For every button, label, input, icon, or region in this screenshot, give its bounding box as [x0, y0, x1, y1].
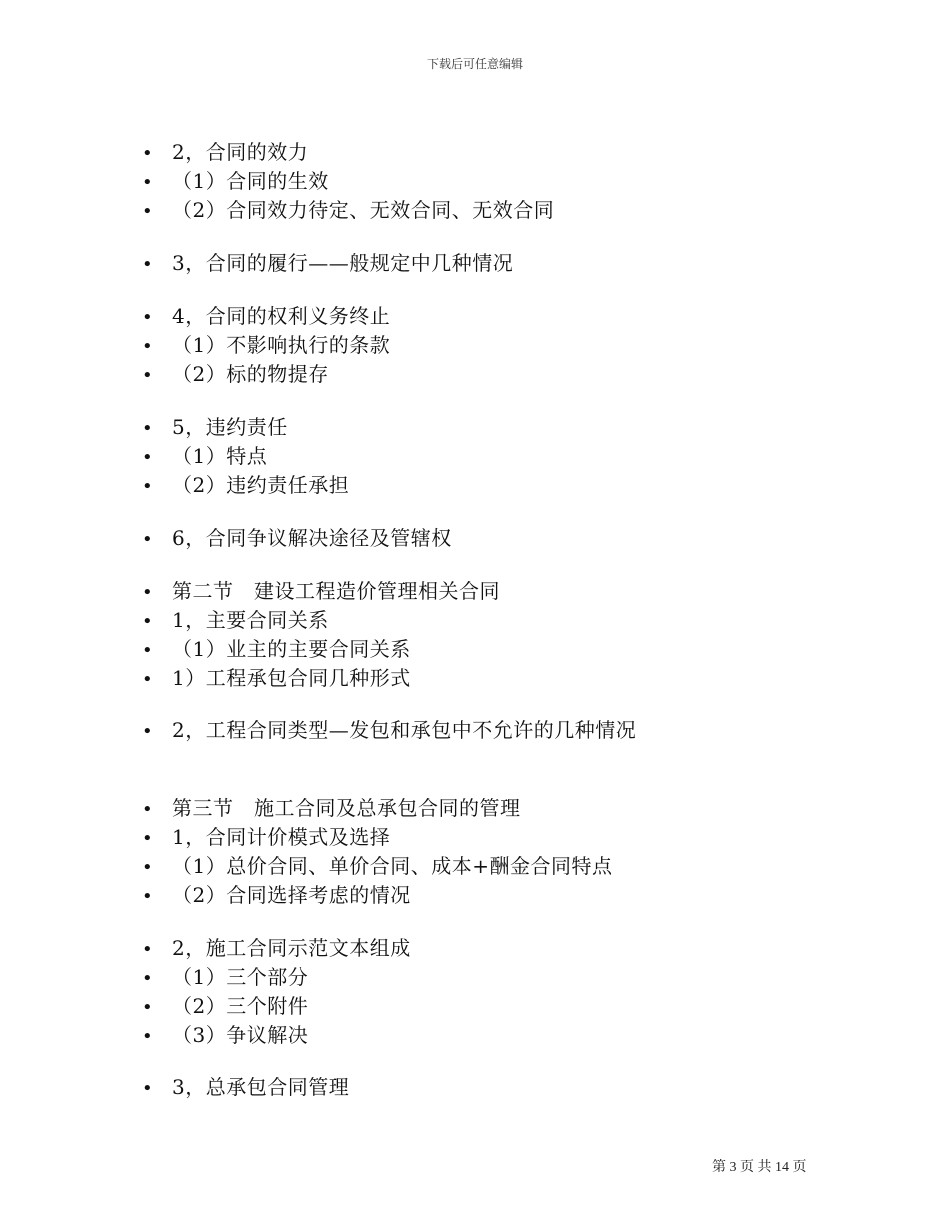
list-item-text: （2）合同效力待定、无效合同、无效合同 [172, 198, 555, 222]
section-heading: 第三节 施工合同及总承包合同的管理 [172, 796, 521, 820]
list-item [142, 331, 390, 359]
page-header: 下载后可任意编辑 [426, 57, 523, 71]
bullet-icon: • [142, 201, 153, 222]
list-item [142, 1073, 349, 1101]
list-item [142, 196, 554, 224]
list-item [142, 302, 390, 330]
list-item-text: （2）三个附件 [172, 994, 309, 1018]
page-number: 第 3 页 共 14 页 [712, 1160, 807, 1175]
list-item [142, 442, 267, 470]
list-item [142, 606, 329, 634]
list-item-text: 5，违约责任 [172, 415, 288, 439]
bullet-icon: • [142, 582, 153, 603]
list-item-text: 2，工程合同类型—发包和承包中不允许的几种情况 [172, 718, 637, 742]
bullet-icon: • [142, 418, 153, 439]
list-item-text: （1）不影响执行的条款 [172, 333, 391, 357]
list-item [142, 963, 308, 991]
section-heading: 第二节 建设工程造价管理相关合同 [172, 579, 500, 603]
list-item [142, 471, 349, 499]
list-item [142, 249, 513, 277]
list-item-text: 1，合同计价模式及选择 [172, 825, 391, 849]
list-item [142, 524, 452, 552]
bullet-icon: • [142, 721, 153, 742]
bullet-icon: • [142, 529, 153, 550]
bullet-icon: • [142, 447, 153, 468]
bullet-icon: • [142, 886, 153, 907]
bullet-icon: • [142, 1026, 153, 1047]
list-item-text: （1）总价合同、单价合同、成本+酬金合同特点 [172, 854, 613, 878]
bullet-icon: • [142, 1078, 153, 1099]
bullet-icon: • [142, 336, 153, 357]
bullet-icon: • [142, 143, 153, 164]
list-item-text: （2）合同选择考虑的情况 [172, 883, 411, 907]
bullet-icon: • [142, 172, 153, 193]
list-item-text: 1，主要合同关系 [172, 608, 329, 632]
bullet-icon: • [142, 476, 153, 497]
list-item-text: （3）争议解决 [172, 1023, 309, 1047]
list-item [142, 664, 411, 692]
bullet-icon: • [142, 611, 153, 632]
list-item-text: 1）工程承包合同几种形式 [172, 666, 411, 690]
list-item [142, 823, 390, 851]
bullet-icon: • [142, 997, 153, 1018]
list-item-text: （2）标的物提存 [172, 362, 329, 386]
list-item [142, 794, 521, 822]
bullet-icon: • [142, 857, 153, 878]
list-item [142, 167, 329, 195]
list-item-text: 3，合同的履行——般规定中几种情况 [172, 251, 514, 275]
bullet-icon: • [142, 968, 153, 989]
list-item [142, 852, 612, 880]
list-item-text: （1）业主的主要合同关系 [172, 637, 411, 661]
list-item [142, 360, 329, 388]
list-item [142, 992, 308, 1020]
list-item [142, 413, 288, 441]
list-item [142, 881, 411, 909]
list-item [142, 1021, 308, 1049]
list-item-text: 2，施工合同示范文本组成 [172, 936, 411, 960]
bullet-icon: • [142, 828, 153, 849]
list-item-text: 3，总承包合同管理 [172, 1075, 350, 1099]
list-item [142, 635, 411, 663]
bullet-icon: • [142, 799, 153, 820]
list-item [142, 577, 500, 605]
bullet-icon: • [142, 939, 153, 960]
list-item-text: 4，合同的权利义务终止 [172, 304, 391, 328]
list-item [142, 716, 636, 744]
bullet-icon: • [142, 254, 153, 275]
list-item-text: （1）三个部分 [172, 965, 309, 989]
bullet-icon: • [142, 640, 153, 661]
list-item-text: 2，合同的效力 [172, 140, 309, 164]
bullet-icon: • [142, 669, 153, 690]
list-item-text: 6，合同争议解决途径及管辖权 [172, 526, 452, 550]
bullet-icon: • [142, 365, 153, 386]
list-item-text: （1）合同的生效 [172, 169, 329, 193]
list-item [142, 934, 411, 962]
list-item-text: （2）违约责任承担 [172, 473, 350, 497]
list-item [142, 138, 308, 166]
bullet-icon: • [142, 307, 153, 328]
list-item-text: （1）特点 [172, 444, 268, 468]
